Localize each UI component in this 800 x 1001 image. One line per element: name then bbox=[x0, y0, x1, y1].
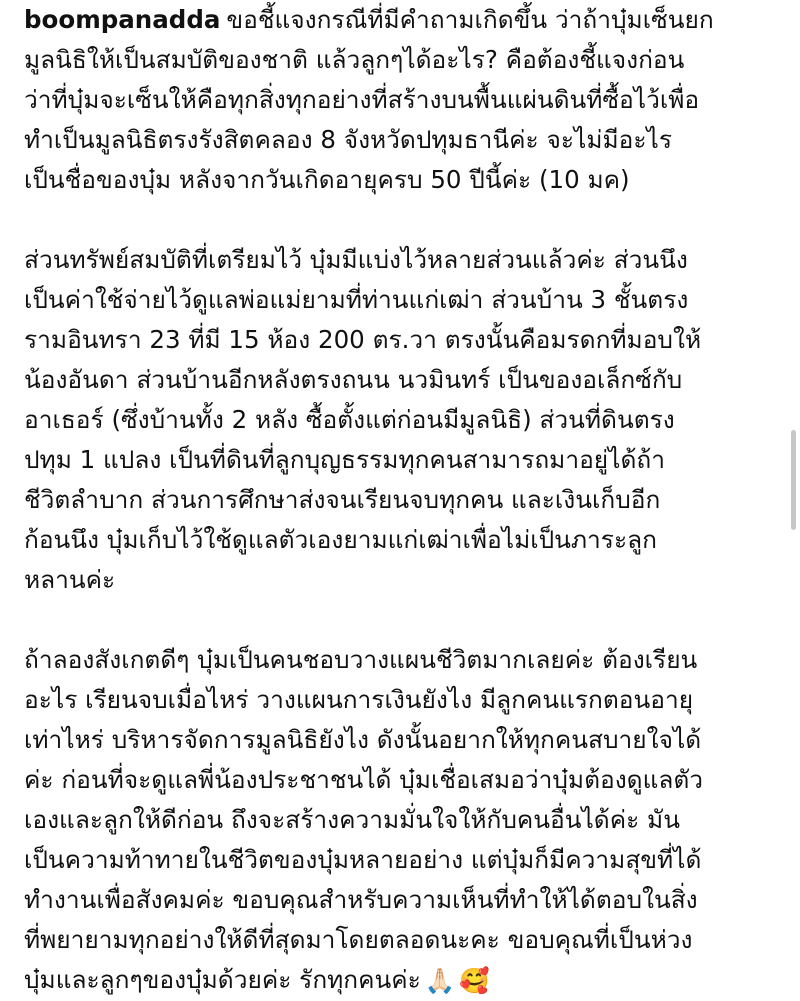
caption-line: เป็นชื่อของบุ๋ม หลังจากวันเกิดอายุครบ 50 ปีนี้ค่ะ (10 มค) bbox=[24, 165, 630, 194]
caption-text: ขอชี้แจงกรณีที่มีคำถามเกิดขึ้น ว่าถ้าบุ๋มเซ็นยก bbox=[226, 5, 714, 34]
caption-line: ส่วนทรัพย์สมบัติที่เตรียมไว้ บุ๋มมีแบ่งไว้หลายส่วนแล้วค่ะ ส่วนนึง bbox=[24, 245, 688, 274]
caption-line: ก้อนนึง บุ๋มเก็บไว้ใช้ดูแลตัวเองยามแก่เฒ่าเพื่อไม่เป็นภาระลูก bbox=[24, 525, 657, 554]
caption-line: มูลนิธิให้เป็นสมบัติของชาติ แล้วลูกๆได้อะไร? คือต้องชี้แจงก่อน bbox=[24, 45, 685, 74]
caption-line: น้องอันดา ส่วนบ้านอีกหลังตรงถนน นวมินทร์ เป็นของอเล็กซ์กับ bbox=[24, 365, 683, 394]
caption-line: หลานค่ะ bbox=[24, 565, 116, 594]
caption-line: รามอินทรา 23 ที่มี 15 ห้อง 200 ตร.วา ตรงนั้นคือมรดกที่มอบให้ bbox=[24, 325, 702, 354]
caption-line bbox=[24, 0, 784, 40]
caption-line: ถ้าลองสังเกตดีๆ บุ๋มเป็นคนชอบวางแผนชีวิตมากเลยค่ะ ต้องเรียน bbox=[24, 645, 698, 674]
caption-text: บุ๋มและลูกๆของบุ๋มด้วยค่ะ รักทุกคนค่ะ bbox=[24, 965, 421, 994]
caption-line: เป็นความท้าทายในชีวิตของบุ๋มหลายอย่าง แต่บุ๋มก็มีความสุขที่ได้ bbox=[24, 845, 702, 874]
caption-line: อะไร เรียนจบเมื่อไหร่ วางแผนการเงินยังไง มีลูกคนแรกตอนอายุ bbox=[24, 685, 694, 714]
caption-line bbox=[24, 960, 784, 1000]
caption-line: ปทุม 1 แปลง เป็นที่ดินที่ลูกบุญธรรมทุกคนสามารถมาอยู่ได้ถ้า bbox=[24, 445, 665, 474]
folded-hands-emoji: 🙏🏻 bbox=[424, 966, 456, 995]
caption-line: ค่ะ ก่อนที่จะดูแลพี่น้องประชาชนได้ บุ๋มเชื่อเสมอว่าบุ๋มต้องดูแลตัว bbox=[24, 765, 704, 794]
caption-line: ว่าที่บุ๋มจะเซ็นให้คือทุกสิ่งทุกอย่างที่สร้างบนพื้นแผ่นดินที่ซื้อไว้เพื่อ bbox=[24, 85, 700, 114]
caption-line: อาเธอร์ (ซึ่งบ้านทั้ง 2 หลัง ซื้อตั้งแต่ก่อนมีมูลนิธิ) ส่วนที่ดินตรง bbox=[24, 405, 675, 434]
caption-line: เท่าไหร่ บริหารจัดการมูลนิธิยังไง ดังนั้นอยากให้ทุกคนสบายใจได้ bbox=[24, 725, 702, 754]
caption-line: ทำงานเพื่อสังคมค่ะ ขอบคุณสำหรับความเห็นที่ทำให้ได้ตอบในสิ่ง bbox=[24, 885, 698, 914]
paragraph-gap bbox=[24, 200, 784, 240]
caption-line: ทำเป็นมูลนิธิตรงรังสิตคลอง 8 จังหวัดปทุมธานีค่ะ จะไม่มีอะไร bbox=[24, 125, 672, 154]
username-link[interactable]: boompanadda bbox=[24, 5, 221, 34]
post-caption bbox=[24, 0, 784, 1000]
caption-line: ชีวิตลำบาก ส่วนการศึกษาส่งจนเรียนจบทุกคน และเงินเก็บอีก bbox=[24, 485, 661, 514]
smiling-face-with-hearts-emoji: 🥰 bbox=[459, 966, 490, 995]
caption-line: ที่พยายามทุกอย่างให้ดีที่สุดมาโดยตลอดนะคะ ขอบคุณที่เป็นห่วง bbox=[24, 925, 693, 954]
caption-line: เป็นค่าใช้จ่ายไว้ดูแลพ่อแม่ยามที่ท่านแก่เฒ่า ส่วนบ้าน 3 ชั้นตรง bbox=[24, 285, 689, 314]
scrollbar-thumb[interactable] bbox=[791, 430, 796, 530]
paragraph-gap bbox=[24, 600, 784, 640]
caption-line: เองและลูกให้ดีก่อน ถึงจะสร้างความมั่นใจให้กับคนอื่นได้ค่ะ มัน bbox=[24, 805, 680, 834]
